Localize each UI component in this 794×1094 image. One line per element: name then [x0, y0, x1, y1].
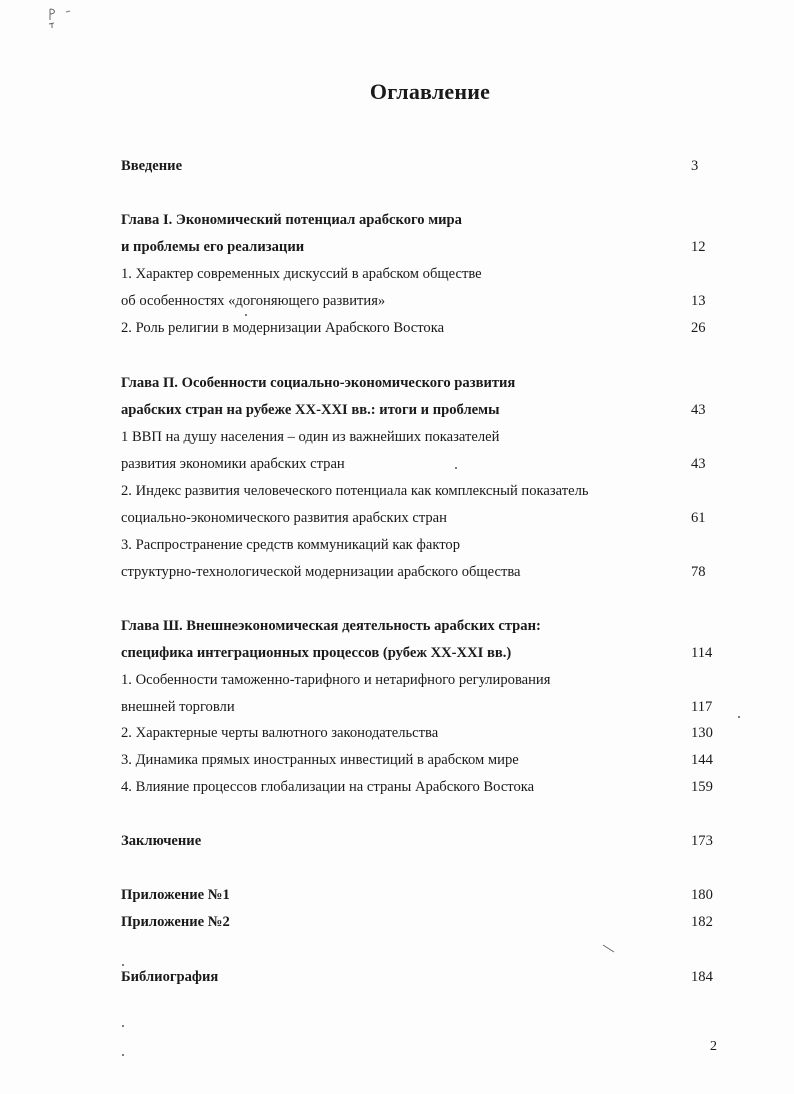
toc-bibliography-page: 184 — [691, 969, 713, 985]
toc-ch3-s1-line2: внешней торговли — [121, 699, 235, 715]
toc-appendix1-page: 180 — [691, 887, 713, 903]
toc-ch1-title-line1: Глава I. Экономический потенциал арабского мира — [121, 212, 462, 228]
toc-conclusion-title: Заключение — [121, 833, 202, 849]
toc-ch2-s3-page: 78 — [691, 564, 706, 580]
toc-conclusion-page: 173 — [691, 833, 713, 849]
handwritten-mark-icon — [46, 6, 86, 30]
toc-ch3-s3-line1: 3. Динамика прямых иностранных инвестиций в арабском мире — [121, 752, 519, 768]
toc-ch3-title-line2: специфика интеграционных процессов (рубеж XX-XXI вв.) — [121, 645, 512, 661]
toc-ch3-s1-line1: 1. Особенности таможенно-тарифного и нетарифного регулирования — [121, 672, 551, 688]
page-number: 2 — [710, 1039, 717, 1054]
scan-speck — [455, 467, 457, 469]
scan-speck — [122, 964, 124, 966]
toc-ch2-s2-page: 61 — [691, 510, 706, 526]
scan-speck — [122, 1025, 124, 1027]
page-title: Оглавление — [369, 79, 491, 104]
toc-appendix2-page: 182 — [691, 914, 713, 930]
toc-ch3-s3-page: 144 — [691, 752, 713, 768]
toc-bibliography-title: Библиография — [121, 969, 219, 985]
toc-ch2-s1-line2: развития экономики арабских стран — [121, 456, 345, 472]
toc-intro-page: 3 — [691, 158, 699, 174]
toc-ch3-s4-page: 159 — [691, 779, 713, 795]
toc-ch3-page: 114 — [691, 645, 713, 661]
toc-ch3-title-line1: Глава Ш. Внешнеэкономическая деятельность арабских стран: — [121, 618, 541, 634]
toc-ch3-s4-line1: 4. Влияние процессов глобализации на страны Арабского Востока — [121, 779, 535, 795]
toc-ch2-s2-line2: социально-экономического развития арабских стран — [121, 510, 447, 526]
toc-ch2-title-line2: арабских стран на рубеже XX-XXI вв.: итоги и проблемы — [121, 402, 500, 418]
toc-appendix2-title: Приложение №2 — [121, 914, 230, 930]
toc-ch1-page: 12 — [691, 239, 706, 255]
toc-ch3-s2-line1: 2. Характерные черты валютного законодательства — [121, 725, 439, 741]
scan-speck — [122, 1054, 124, 1056]
scan-stroke-icon — [602, 944, 616, 954]
toc-ch2-title-line1: Глава П. Особенности социально-экономического развития — [121, 375, 516, 391]
toc-ch1-s1-line1: 1. Характер современных дискуссий в арабском обществе — [121, 266, 482, 282]
toc-ch2-s3-line2: структурно-технологической модернизации арабского общества — [121, 564, 521, 580]
toc-ch2-s3-line1: 3. Распространение средств коммуникаций как фактор — [121, 537, 461, 553]
toc-ch1-title-line2: и проблемы его реализации — [121, 239, 305, 255]
toc-ch2-s1-line1: 1 ВВП на душу населения – один из важнейших показателей — [121, 429, 500, 445]
toc-ch2-s1-page: 43 — [691, 456, 706, 472]
toc-ch1-s2-line1: 2. Роль религии в модернизации Арабского Востока — [121, 320, 445, 336]
toc-ch2-s2-line1: 2. Индекс развития человеческого потенциала как комплексный показатель — [121, 483, 589, 499]
toc-ch3-s2-page: 130 — [691, 725, 713, 741]
toc-ch3-s1-page: 117 — [691, 699, 713, 715]
toc-ch2-page: 43 — [691, 402, 706, 418]
toc-appendix1-title: Приложение №1 — [121, 887, 230, 903]
scan-speck — [738, 716, 740, 718]
toc-ch1-s1-page: 13 — [691, 293, 706, 309]
toc-ch1-s1-line2: об особенностях «догоняющего развития» — [121, 293, 386, 309]
toc-intro-title: Введение — [121, 158, 183, 174]
scan-speck — [245, 314, 247, 316]
toc-ch1-s2-page: 26 — [691, 320, 706, 336]
